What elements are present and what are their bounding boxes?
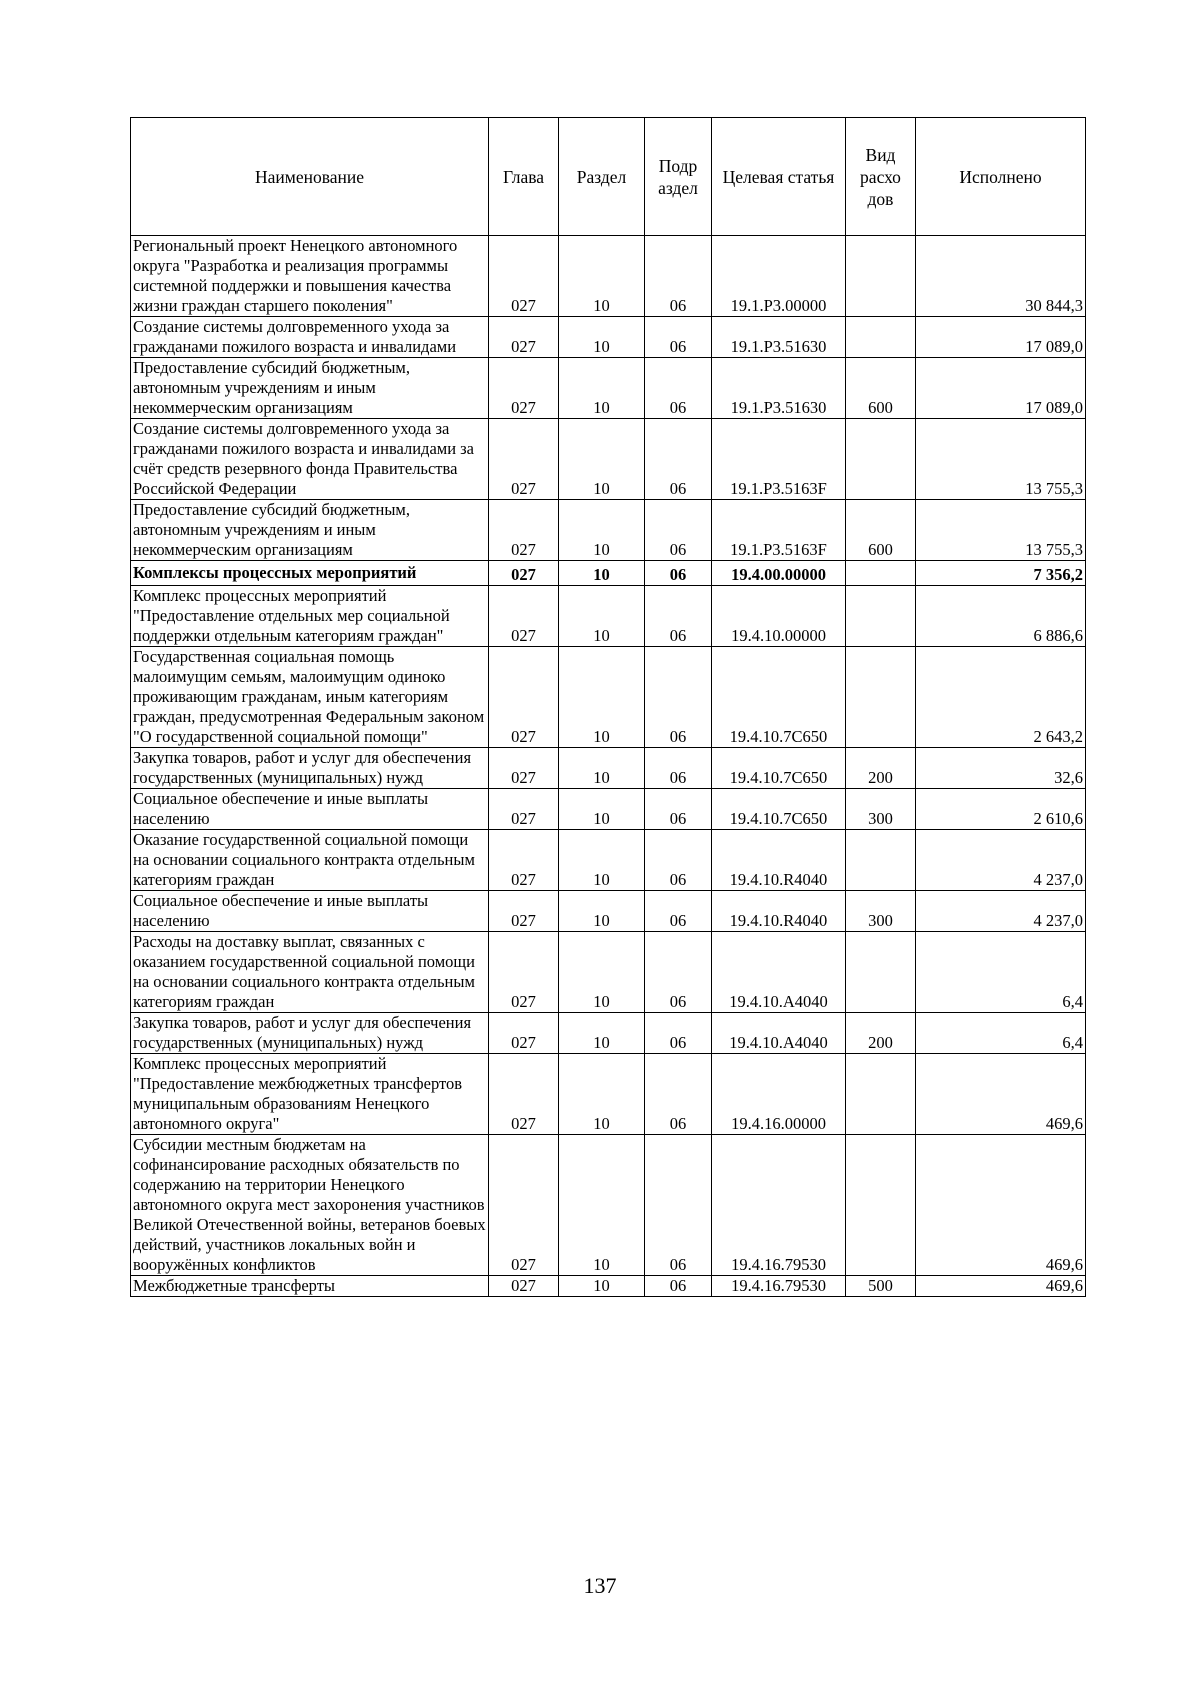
row-expense-type [846,236,916,317]
row-name: Социальное обеспечение и иные выплаты населению [131,891,489,932]
row-section: 10 [559,419,645,500]
table-row [131,1135,1086,1276]
row-expense-type [846,419,916,500]
row-executed: 32,6 [916,748,1086,789]
row-chapter: 027 [489,1054,559,1135]
row-expense-type [846,830,916,891]
row-executed: 4 237,0 [916,891,1086,932]
row-expense-type: 200 [846,1013,916,1054]
row-chapter: 027 [489,932,559,1013]
row-expense-type: 200 [846,748,916,789]
row-section: 10 [559,1276,645,1297]
table-row [131,1054,1086,1135]
row-executed: 469,6 [916,1276,1086,1297]
table-row [131,932,1086,1013]
header-expense-type: Вид расхо дов [846,118,916,236]
row-name: Оказание государственной социальной помощи на основании социального контракта отдельным категориям граждан [131,830,489,891]
row-section: 10 [559,1054,645,1135]
row-section: 10 [559,647,645,748]
row-executed: 30 844,3 [916,236,1086,317]
row-target-article: 19.4.16.79530 [712,1135,846,1276]
row-subsection: 06 [645,789,712,830]
row-section: 10 [559,789,645,830]
table-header-row [131,118,1086,236]
table-row [131,419,1086,500]
row-subsection: 06 [645,586,712,647]
row-subsection: 06 [645,419,712,500]
row-executed: 17 089,0 [916,358,1086,419]
row-expense-type [846,561,916,586]
row-executed: 13 755,3 [916,500,1086,561]
budget-table [130,117,1086,1297]
row-executed: 6,4 [916,1013,1086,1054]
row-subsection: 06 [645,358,712,419]
row-name: Региональный проект Ненецкого автономного округа "Разработка и реализация программы системной поддержки и повышения качества жизни граждан старшего поколения" [131,236,489,317]
row-target-article: 19.4.10.R4040 [712,830,846,891]
row-section: 10 [559,586,645,647]
row-subsection: 06 [645,891,712,932]
row-expense-type: 300 [846,891,916,932]
row-chapter: 027 [489,891,559,932]
row-section: 10 [559,317,645,358]
header-section: Раздел [559,118,645,236]
table-row [131,561,1086,586]
row-section: 10 [559,932,645,1013]
row-name: Социальное обеспечение и иные выплаты населению [131,789,489,830]
table-row [131,317,1086,358]
page-number: 137 [583,1573,617,1598]
row-name: Предоставление субсидий бюджетным, автономным учреждениям и иным некоммерческим организациям [131,500,489,561]
row-expense-type: 600 [846,358,916,419]
table-row [131,789,1086,830]
row-name: Предоставление субсидий бюджетным, автономным учреждениям и иным некоммерческим организациям [131,358,489,419]
row-expense-type [846,1054,916,1135]
row-executed: 469,6 [916,1054,1086,1135]
row-chapter: 027 [489,236,559,317]
row-chapter: 027 [489,317,559,358]
row-subsection: 06 [645,932,712,1013]
table-row [131,647,1086,748]
row-subsection: 06 [645,1135,712,1276]
row-subsection: 06 [645,317,712,358]
row-executed: 2 610,6 [916,789,1086,830]
row-chapter: 027 [489,419,559,500]
row-name: Расходы на доставку выплат, связанных с оказанием государственной социальной помощи на основании социального контракта отдельным категориям граждан [131,932,489,1013]
row-executed: 7 356,2 [916,561,1086,586]
row-chapter: 027 [489,586,559,647]
row-name: Комплексы процессных мероприятий [131,561,489,586]
row-expense-type: 500 [846,1276,916,1297]
row-target-article: 19.4.10.7C650 [712,789,846,830]
row-target-article: 19.4.10.7C650 [712,748,846,789]
row-subsection: 06 [645,1276,712,1297]
row-name: Закупка товаров, работ и услуг для обеспечения государственных (муниципальных) нужд [131,748,489,789]
row-target-article: 19.1.P3.5163F [712,500,846,561]
row-section: 10 [559,561,645,586]
row-name: Закупка товаров, работ и услуг для обеспечения государственных (муниципальных) нужд [131,1013,489,1054]
table-body [131,236,1086,1297]
row-subsection: 06 [645,1054,712,1135]
row-expense-type [846,1135,916,1276]
row-name: Государственная социальная помощь малоимущим семьям, малоимущим одиноко проживающим гражданам, иным категориям граждан, предусмотренная Федеральным законом "О государственной социальной помощи" [131,647,489,748]
row-name: Межбюджетные трансферты [131,1276,489,1297]
row-expense-type [846,317,916,358]
header-executed: Исполнено [916,118,1086,236]
row-section: 10 [559,358,645,419]
row-section: 10 [559,830,645,891]
row-section: 10 [559,236,645,317]
row-subsection: 06 [645,830,712,891]
row-name: Комплекс процессных мероприятий "Предоставление межбюджетных трансфертов муниципальным образованиям Ненецкого автономного округа" [131,1054,489,1135]
row-subsection: 06 [645,647,712,748]
table-row [131,1013,1086,1054]
row-expense-type [846,586,916,647]
table-row [131,891,1086,932]
row-target-article: 19.1.P3.5163F [712,419,846,500]
table-row [131,500,1086,561]
row-chapter: 027 [489,1276,559,1297]
row-subsection: 06 [645,236,712,317]
row-executed: 469,6 [916,1135,1086,1276]
row-target-article: 19.4.10.A4040 [712,1013,846,1054]
row-executed: 6 886,6 [916,586,1086,647]
row-target-article: 19.1.P3.00000 [712,236,846,317]
row-target-article: 19.4.10.R4040 [712,891,846,932]
row-target-article: 19.4.16.00000 [712,1054,846,1135]
row-expense-type: 600 [846,500,916,561]
row-expense-type [846,647,916,748]
row-executed: 17 089,0 [916,317,1086,358]
table-row [131,358,1086,419]
row-chapter: 027 [489,500,559,561]
row-section: 10 [559,748,645,789]
row-chapter: 027 [489,647,559,748]
row-chapter: 027 [489,561,559,586]
row-name: Создание системы долговременного ухода за гражданами пожилого возраста и инвалидами [131,317,489,358]
table-row [131,830,1086,891]
row-target-article: 19.4.16.79530 [712,1276,846,1297]
header-subsection: Подр аздел [645,118,712,236]
row-section: 10 [559,1135,645,1276]
row-executed: 13 755,3 [916,419,1086,500]
row-chapter: 027 [489,1013,559,1054]
table-row [131,748,1086,789]
row-chapter: 027 [489,358,559,419]
table-row [131,1276,1086,1297]
row-chapter: 027 [489,1135,559,1276]
row-expense-type [846,932,916,1013]
row-executed: 2 643,2 [916,647,1086,748]
row-executed: 6,4 [916,932,1086,1013]
header-target-article: Целевая статья [712,118,846,236]
row-target-article: 19.4.10.A4040 [712,932,846,1013]
row-target-article: 19.4.10.7C650 [712,647,846,748]
row-target-article: 19.1.P3.51630 [712,358,846,419]
row-subsection: 06 [645,748,712,789]
row-subsection: 06 [645,1013,712,1054]
row-expense-type: 300 [846,789,916,830]
header-name: Наименование [131,118,489,236]
row-chapter: 027 [489,830,559,891]
row-section: 10 [559,500,645,561]
row-name: Создание системы долговременного ухода за гражданами пожилого возраста и инвалидами за счёт средств резервного фонда Правительства Российской Федерации [131,419,489,500]
row-target-article: 19.1.P3.51630 [712,317,846,358]
row-target-article: 19.4.00.00000 [712,561,846,586]
row-subsection: 06 [645,561,712,586]
header-chapter: Глава [489,118,559,236]
row-subsection: 06 [645,500,712,561]
row-name: Комплекс процессных мероприятий "Предоставление отдельных мер социальной поддержки отдельным категориям граждан" [131,586,489,647]
row-target-article: 19.4.10.00000 [712,586,846,647]
row-section: 10 [559,891,645,932]
row-executed: 4 237,0 [916,830,1086,891]
table-row [131,586,1086,647]
table-row [131,236,1086,317]
row-chapter: 027 [489,789,559,830]
row-chapter: 027 [489,748,559,789]
row-name: Субсидии местным бюджетам на софинансирование расходных обязательств по содержанию на территории Ненецкого автономного округа мест захоронения участников Великой Отечественной войны, ветеранов боевых действий, участников локальных войн и вооружённых конфликтов [131,1135,489,1276]
row-section: 10 [559,1013,645,1054]
